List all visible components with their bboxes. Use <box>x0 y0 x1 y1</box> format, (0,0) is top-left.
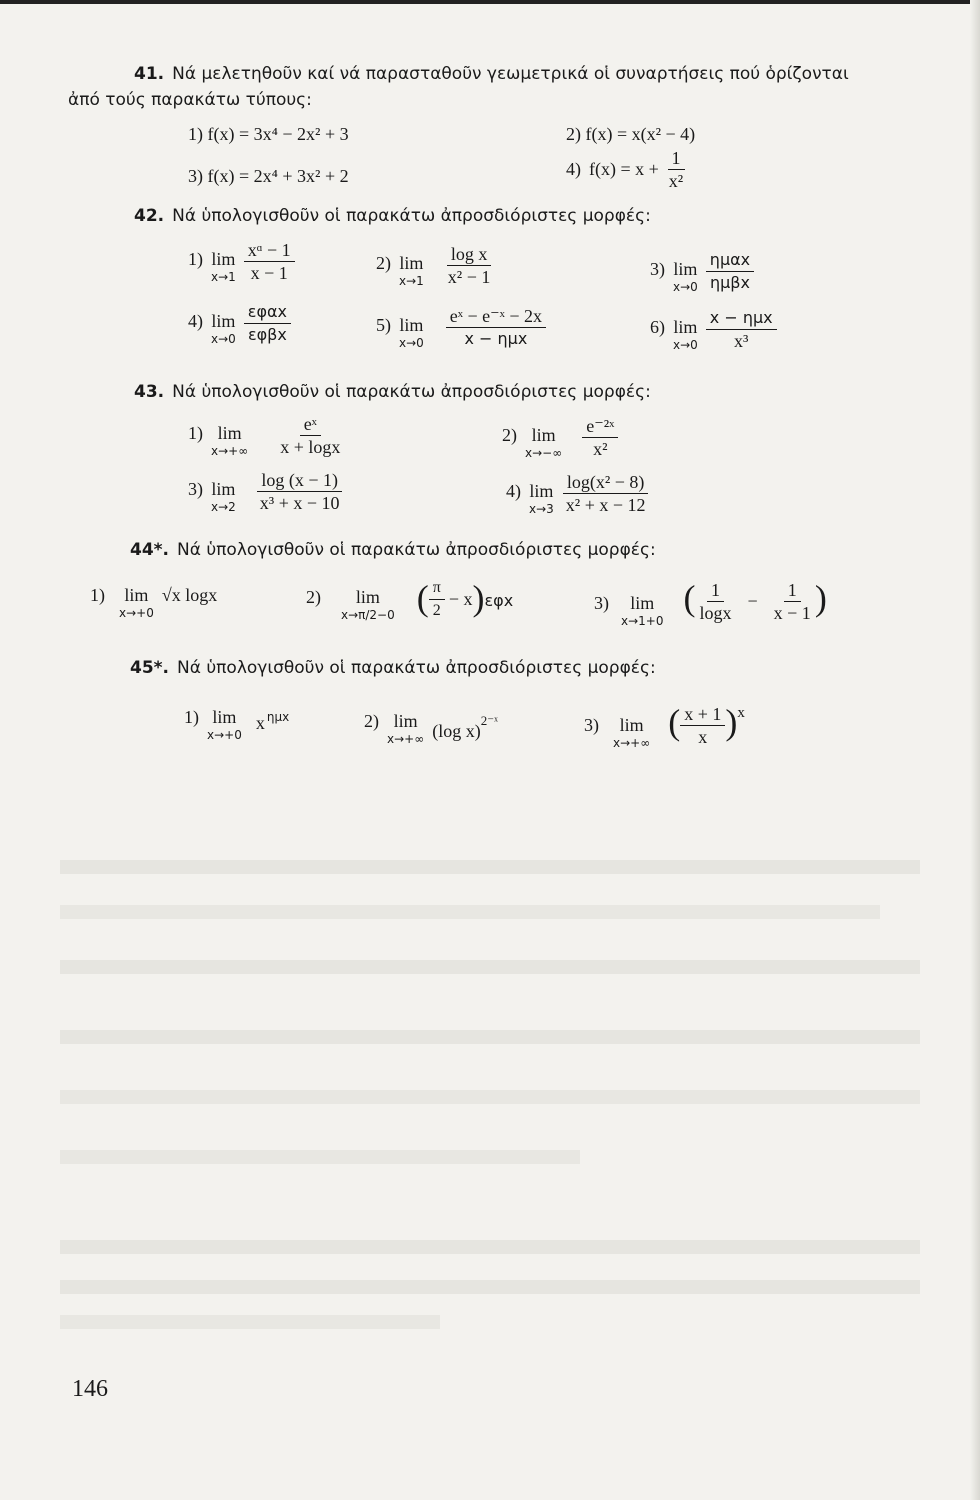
lim-word: lim <box>399 315 424 335</box>
ex42-item-1 <box>188 240 295 284</box>
page-top-edge <box>0 0 980 4</box>
lim-subscript: x→3 <box>529 502 554 516</box>
exercise-41-number: 41. <box>134 64 165 84</box>
denominator: x² <box>668 171 684 191</box>
lim-word: lim <box>673 259 698 279</box>
lim-subscript: x→0 <box>211 332 236 346</box>
item-label: 3) <box>650 259 665 279</box>
exercise-45-number: 45*. <box>130 658 170 678</box>
ex42-item-5 <box>376 306 546 350</box>
item-label: 2) <box>364 711 379 731</box>
lim-subscript: x→0 <box>399 336 424 350</box>
right-paren: ) <box>725 702 738 742</box>
lim-word: lim <box>630 593 655 613</box>
right-paren: ) <box>814 578 827 618</box>
exponent: 2⁻ˣ <box>480 713 498 728</box>
exercise-44-number: 44*. <box>130 540 170 560</box>
denominator: x² − 1 <box>447 267 491 287</box>
exercise-42-title <box>134 206 651 226</box>
minus-sign: − <box>747 591 758 611</box>
item-label: 6) <box>650 317 665 337</box>
ex42-item-3 <box>650 250 754 294</box>
item-label: 1) <box>184 707 199 727</box>
lim-subscript: x→1+0 <box>621 614 664 628</box>
exercise-45-title <box>130 658 656 678</box>
item-label: 3) <box>188 166 203 186</box>
lim-word: lim <box>619 715 644 735</box>
lim-subscript: x→2 <box>211 500 236 514</box>
numerator: x − ημx <box>706 308 777 330</box>
numerator: 1 <box>784 580 801 602</box>
item-label: 1) <box>188 249 203 269</box>
item-label: 3) <box>594 593 609 613</box>
exercise-41-text-line1: Νά μελετηθοῦν καί νά παρασταθοῦν γεωμετρικά οἱ συναρτήσεις πού ὁρίζονται <box>172 64 849 84</box>
ex41-item-2 <box>566 124 695 145</box>
right-paren: ) <box>472 578 485 618</box>
ex41-item-3 <box>188 166 349 187</box>
denominator: εφβx <box>247 325 287 344</box>
item-label: 4) <box>566 159 581 179</box>
exercise-42-number: 42. <box>134 206 165 226</box>
left-paren: ( <box>668 702 681 742</box>
lim-word: lim <box>211 311 236 331</box>
item-label: 2) <box>566 124 581 144</box>
ex45-item-1 <box>184 706 289 742</box>
ex41-item-1 <box>188 124 349 145</box>
lim-word: lim <box>211 479 236 499</box>
lim-subscript: x→1 <box>211 270 236 284</box>
lim-word: lim <box>355 587 380 607</box>
lim-word: lim <box>217 423 242 443</box>
numerator: xᵅ − 1 <box>244 240 295 262</box>
item-label: 4) <box>506 481 521 501</box>
item-label: 2) <box>502 425 517 445</box>
expression: √x logx <box>161 585 218 605</box>
item-label: 1) <box>188 423 203 443</box>
ex43-item-3 <box>188 470 344 514</box>
lim-word: lim <box>529 481 554 501</box>
exercise-45-text: Νά ὑπολογισθοῦν οἱ παρακάτω ἀπροσδιόριστες μορφές: <box>177 658 656 678</box>
fraction <box>665 148 687 191</box>
exercise-41-title <box>134 64 849 84</box>
ex42-item-4 <box>188 302 291 346</box>
denominator: x − 1 <box>773 603 811 623</box>
exercise-43-text: Νά ὑπολογισθοῦν οἱ παρακάτω ἀπροσδιόριστες μορφές: <box>172 382 651 402</box>
left-paren: ( <box>416 578 429 618</box>
lim-word: lim <box>531 425 556 445</box>
exercise-43-title <box>134 382 651 402</box>
lim-subscript: x→+∞ <box>613 736 651 750</box>
numerator: εφαx <box>244 302 291 324</box>
lim-subscript: x→π/2−0 <box>341 608 395 622</box>
lim-subscript: x→+∞ <box>387 732 425 746</box>
ex45-item-3 <box>584 704 745 750</box>
exercise-44-title <box>130 540 656 560</box>
numerator: x + 1 <box>680 704 725 726</box>
numerator: 1 <box>668 148 685 170</box>
item-label: 3) <box>584 715 599 735</box>
numerator: eˣ − e⁻ˣ − 2x <box>446 306 546 328</box>
ex42-item-6 <box>650 308 777 352</box>
lim-word: lim <box>212 707 237 727</box>
lim-subscript: x→0 <box>673 338 698 352</box>
denominator: x³ + x − 10 <box>259 493 340 513</box>
exponent: ημx <box>266 710 290 724</box>
item-label: 2) <box>306 587 321 607</box>
page-number: 146 <box>72 1376 108 1402</box>
expression: − x <box>448 589 473 609</box>
numerator: eˣ <box>300 414 321 436</box>
numerator: π <box>429 578 445 600</box>
base: x <box>255 713 265 733</box>
ex45-item-2 <box>364 710 498 746</box>
exercise-41-text-line2: ἀπό τούς παρακάτω τύπους: <box>68 90 312 110</box>
formula: f(x) = 2x⁴ + 3x² + 2 <box>207 166 349 186</box>
lim-subscript: x→+0 <box>119 606 154 620</box>
numerator: log(x² − 8) <box>563 472 649 494</box>
exercise-42-text: Νά ὑπολογισθοῦν οἱ παρακάτω ἀπροσδιόριστες μορφές: <box>172 206 651 226</box>
denominator: ημβx <box>709 273 750 292</box>
numerator: e⁻²ˣ <box>582 416 618 438</box>
denominator: x + logx <box>280 437 341 457</box>
item-label: 2) <box>376 253 391 273</box>
item-label: 5) <box>376 315 391 335</box>
denominator: x² <box>593 439 608 459</box>
denominator: x³ <box>734 331 749 351</box>
item-label: 1) <box>188 124 203 144</box>
lim-word: lim <box>673 317 698 337</box>
lim-word: lim <box>211 249 236 269</box>
ex43-item-1 <box>188 414 344 458</box>
denominator: x − ημx <box>464 329 528 348</box>
exponent: x <box>737 705 745 721</box>
lim-word: lim <box>393 711 418 731</box>
ex44-item-2 <box>306 580 513 622</box>
expression-tail: εφx <box>484 591 514 610</box>
lim-subscript: x→0 <box>673 280 698 294</box>
left-paren: ( <box>683 578 696 618</box>
page-right-edge <box>970 0 980 1500</box>
lim-subscript: x→+∞ <box>211 444 249 458</box>
numerator: log x <box>447 244 492 266</box>
denominator: 2 <box>432 602 441 619</box>
item-label: 3) <box>188 479 203 499</box>
formula: f(x) = x + <box>589 159 659 179</box>
exercise-43-number: 43. <box>134 382 165 402</box>
lim-subscript: x→−∞ <box>525 446 563 460</box>
lim-word: lim <box>399 253 424 273</box>
item-label: 1) <box>90 585 105 605</box>
ex43-item-2 <box>502 416 618 460</box>
numerator: log (x − 1) <box>257 470 342 492</box>
denominator: x − 1 <box>250 263 288 283</box>
base: (log x) <box>432 721 481 741</box>
ex43-item-4 <box>506 472 650 516</box>
ex41-item-4 <box>566 148 687 191</box>
ex44-item-1 <box>90 584 217 620</box>
denominator: x² + x − 12 <box>565 495 646 515</box>
denominator: x <box>698 727 708 747</box>
formula: f(x) = x(x² − 4) <box>585 124 696 144</box>
formula: f(x) = 3x⁴ − 2x² + 3 <box>207 124 349 144</box>
exercise-44-text: Νά ὑπολογισθοῦν οἱ παρακάτω ἀπροσδιόριστες μορφές: <box>177 540 656 560</box>
numerator: 1 <box>707 580 724 602</box>
lim-subscript: x→+0 <box>207 728 242 742</box>
lim-subscript: x→1 <box>399 274 424 288</box>
lim-word: lim <box>124 585 149 605</box>
denominator: logx <box>699 603 732 623</box>
ex42-item-2 <box>376 244 494 288</box>
item-label: 4) <box>188 311 203 331</box>
numerator: ημαx <box>706 250 754 272</box>
ex44-item-3 <box>594 580 827 628</box>
